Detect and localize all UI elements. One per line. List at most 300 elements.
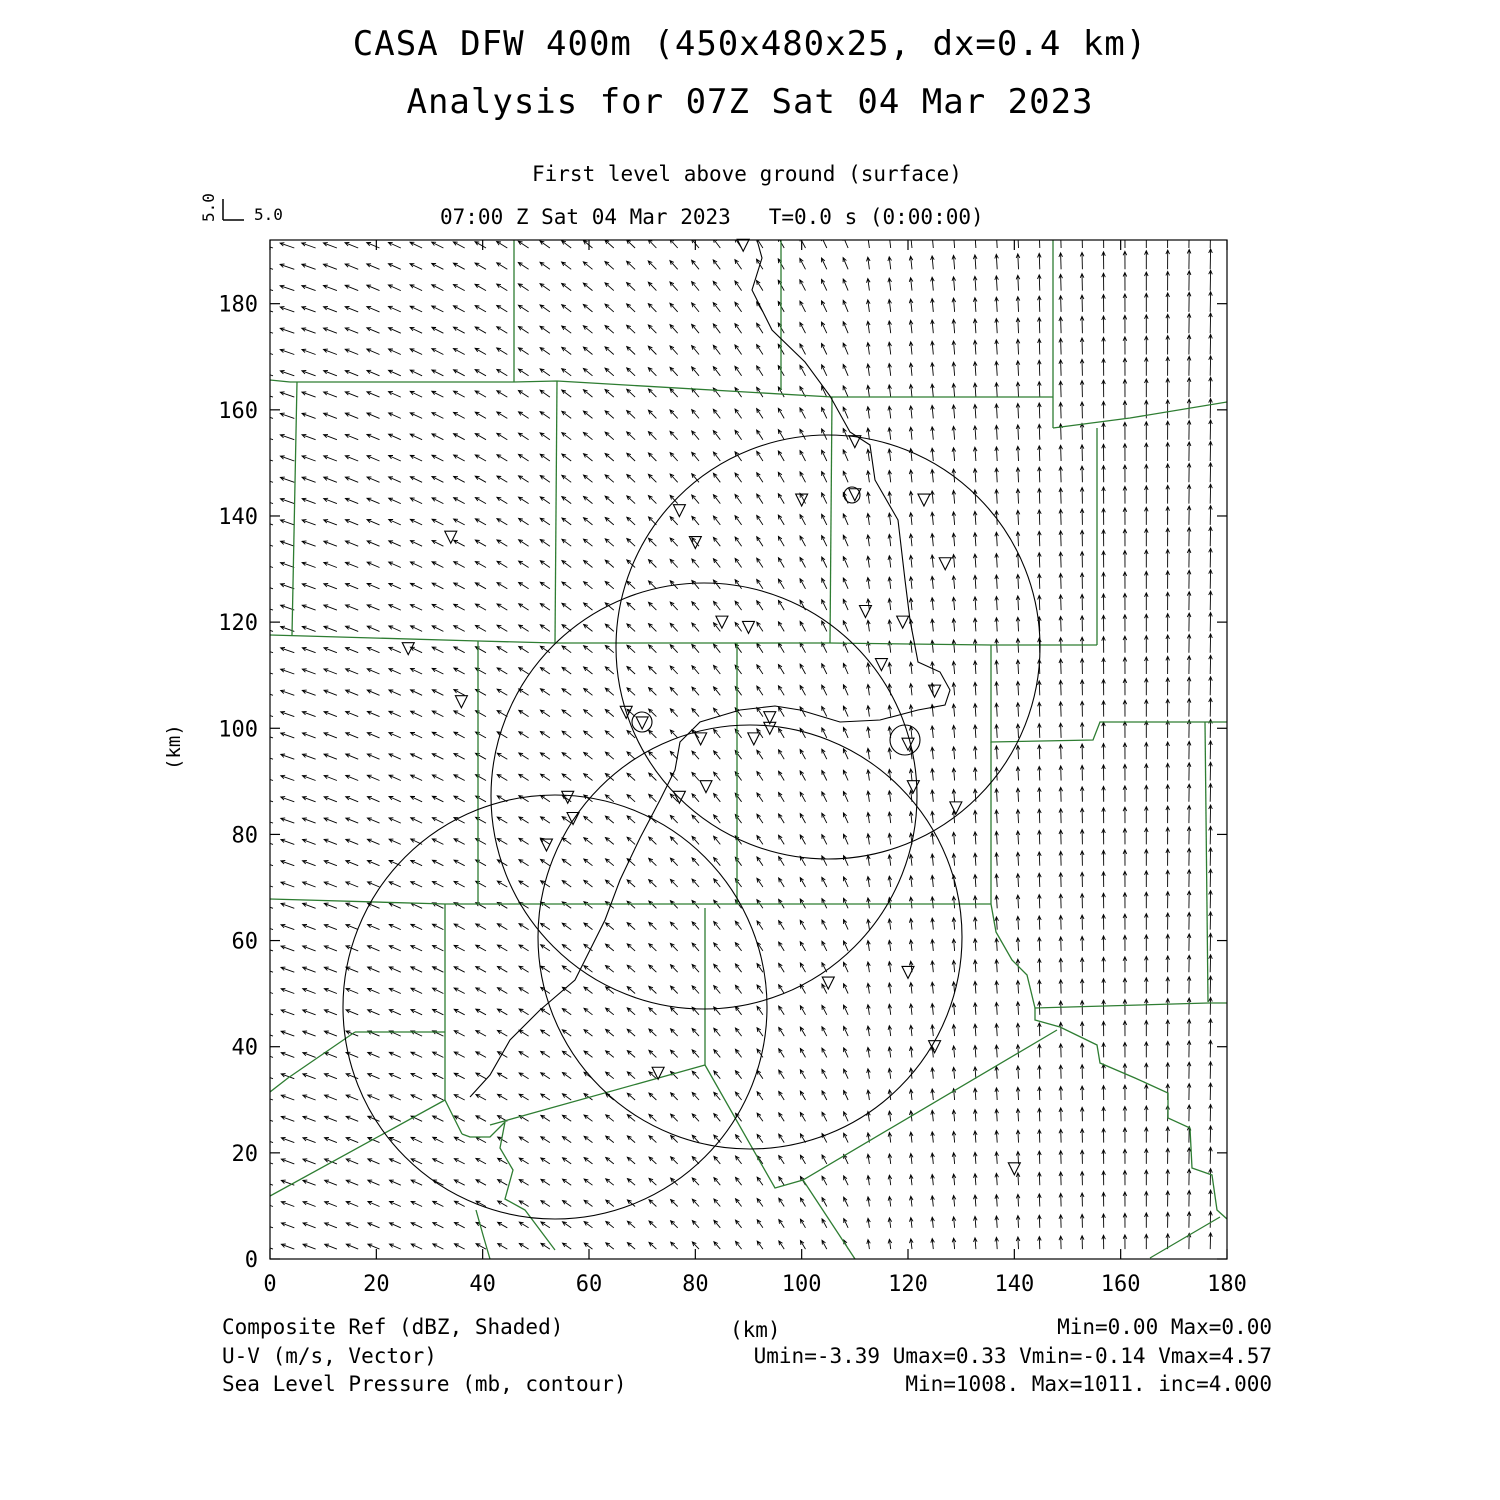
wind-vector-arrow <box>822 1176 827 1185</box>
wind-vector-arrow <box>1016 895 1020 908</box>
wind-vector-arrow <box>952 961 956 973</box>
wind-vector-arrow <box>281 775 295 780</box>
wind-vector-arrow <box>519 433 529 440</box>
wind-vector-arrow <box>1080 594 1084 610</box>
wind-vector-arrow <box>367 775 379 780</box>
wind-vector-arrow <box>519 540 529 547</box>
wind-vector-arrow <box>1123 572 1127 589</box>
wind-vector-arrow <box>627 581 635 589</box>
wind-vector-arrow <box>995 874 999 887</box>
wind-vector-arrow <box>931 897 935 909</box>
wind-vector-arrow <box>1080 1001 1084 1015</box>
wind-vector-arrow <box>605 731 614 738</box>
wind-vector-arrow <box>714 1028 721 1036</box>
wind-vector-arrow <box>735 1092 741 1100</box>
wind-vector-arrow <box>562 881 571 888</box>
wind-vector-arrow <box>605 560 614 567</box>
wind-vector-arrow <box>389 669 401 674</box>
wind-vector-arrow <box>627 624 635 632</box>
wind-vector-arrow <box>583 390 592 397</box>
wind-vector-arrow <box>497 945 507 951</box>
wind-vector-arrow <box>454 1201 464 1206</box>
wind-vector-arrow <box>843 685 848 696</box>
wind-vector-arrow <box>454 498 465 504</box>
wind-vector-arrow <box>1123 786 1127 802</box>
wind-vector-arrow <box>1038 745 1042 759</box>
wind-vector-arrow <box>1080 252 1084 269</box>
wind-vector-arrow <box>519 1180 528 1186</box>
wind-vector-arrow <box>1038 766 1042 780</box>
wind-vector-arrow <box>1102 808 1106 823</box>
wind-vector-arrow <box>995 661 999 675</box>
wind-vector-arrow <box>1016 767 1020 781</box>
wind-vector-arrow <box>844 1176 849 1185</box>
wind-vector-arrow <box>627 283 636 291</box>
wind-vector-arrow <box>995 447 999 461</box>
wind-vector-arrow <box>541 923 550 929</box>
wind-vector-arrow <box>541 859 550 865</box>
wind-vector-arrow <box>389 562 401 567</box>
wind-vector-arrow <box>368 882 380 887</box>
wind-vector-arrow <box>867 279 871 291</box>
wind-vector-arrow <box>692 1093 699 1101</box>
wind-vector-arrow <box>540 689 550 696</box>
wind-vector-arrow <box>497 1009 507 1015</box>
wind-vector-arrow <box>648 432 656 440</box>
wind-vector-arrow <box>1038 531 1042 546</box>
wind-vector-arrow <box>367 605 379 610</box>
wind-vector-arrow <box>562 1137 571 1143</box>
wind-vector-arrow <box>1059 830 1063 844</box>
wind-vector-arrow <box>648 496 656 504</box>
wind-vector-arrow <box>605 390 614 398</box>
station-markers <box>402 239 1020 1174</box>
wind-vector-arrow <box>1187 784 1191 802</box>
wind-vector-arrow <box>778 430 784 440</box>
wind-vector-arrow <box>995 639 999 653</box>
wind-vector-arrow <box>779 1134 785 1143</box>
wind-vector-arrow <box>259 882 273 887</box>
wind-vector-arrow <box>1166 571 1170 589</box>
wind-vector-arrow <box>584 1030 593 1036</box>
wind-vector-arrow <box>475 370 486 376</box>
wind-vector-arrow <box>453 327 464 333</box>
wind-vector-arrow <box>843 792 848 802</box>
wind-vector-arrow <box>1080 1129 1084 1143</box>
wind-vector-arrow <box>800 1241 805 1250</box>
wind-vector-arrow <box>1123 700 1127 716</box>
wind-vector-arrow <box>454 881 465 887</box>
wind-vector-arrow <box>1059 509 1063 525</box>
wind-vector-arrow <box>324 328 337 333</box>
wind-vector-arrow <box>1123 978 1127 993</box>
wind-vector-arrow <box>1166 1212 1170 1227</box>
y-tick-label: 100 <box>218 717 258 743</box>
wind-vector-arrow <box>1187 485 1191 504</box>
wind-vector-arrow <box>995 425 999 439</box>
wind-vector-arrow <box>540 241 550 248</box>
wind-vector-arrow <box>735 473 742 482</box>
station-marker-icon <box>950 802 962 814</box>
wind-vector-arrow <box>345 413 358 418</box>
wind-vector-arrow <box>346 839 358 844</box>
wind-vector-arrow <box>1038 360 1042 376</box>
wind-vector-arrow <box>822 557 827 568</box>
wind-vector-arrow <box>995 468 999 482</box>
wind-vector-arrow <box>692 303 699 312</box>
wind-vector-arrow <box>888 705 892 716</box>
range-ring-1 <box>616 435 1040 859</box>
wind-vector-arrow <box>670 815 677 823</box>
wind-vector-arrow <box>757 323 763 333</box>
wind-vector-arrow <box>844 877 849 887</box>
wind-vector-arrow <box>1080 338 1084 355</box>
wind-vector-arrow <box>1102 337 1106 354</box>
wind-vector-arrow <box>453 242 464 248</box>
wind-vector-arrow <box>475 306 486 312</box>
wind-vector-arrow <box>931 1110 935 1121</box>
wind-vector-arrow <box>367 562 379 567</box>
wind-vector-arrow <box>368 1074 380 1079</box>
wind-vector-arrow <box>844 962 849 972</box>
wind-vector-arrow <box>648 325 656 333</box>
wind-vector-arrow <box>389 690 401 695</box>
wind-vector-arrow <box>345 328 358 333</box>
wind-vector-arrow <box>909 235 913 248</box>
wind-vector-arrow <box>800 1113 805 1122</box>
wind-vector-arrow <box>822 301 827 312</box>
wind-vector-arrow <box>1059 851 1063 865</box>
wind-vector-arrow <box>867 1005 871 1015</box>
wind-vector-arrow <box>1166 1063 1170 1079</box>
wind-vector-arrow <box>757 1092 763 1100</box>
wind-vector-arrow <box>1166 378 1170 397</box>
wind-vector-arrow <box>1016 660 1020 674</box>
wind-vector-arrow <box>475 434 486 440</box>
wind-vector-arrow <box>1187 250 1191 270</box>
wind-vector-arrow <box>974 832 978 845</box>
wind-vector-arrow <box>605 262 614 270</box>
wind-vector-arrow <box>389 626 401 631</box>
wind-vector-arrow <box>302 520 316 525</box>
wind-vector-arrow <box>1016 1066 1020 1079</box>
wind-vector-arrow <box>433 1095 444 1100</box>
wind-vector-arrow <box>1123 337 1127 355</box>
wind-vector-arrow <box>974 1195 978 1206</box>
wind-vector-arrow <box>280 413 294 418</box>
wind-vector-arrow <box>995 1109 999 1121</box>
x-tick-label: 120 <box>888 1272 928 1297</box>
wind-vector-arrow <box>1166 250 1170 269</box>
wind-vector-arrow <box>411 754 423 759</box>
wind-vector-arrow <box>1038 467 1042 482</box>
wind-vector-arrow <box>584 624 593 631</box>
wind-vector-arrow <box>476 1116 486 1122</box>
wind-vector-arrow <box>995 490 999 504</box>
wind-vector-arrow <box>1102 1128 1106 1142</box>
wind-vector-arrow <box>1145 700 1149 717</box>
wind-vector-arrow <box>281 754 295 759</box>
wind-vector-arrow <box>888 1026 892 1036</box>
wind-vector-arrow <box>411 1201 422 1206</box>
wind-vector-arrow <box>800 1091 805 1100</box>
wind-vector-arrow <box>692 922 699 930</box>
wind-vector-arrow <box>1166 443 1170 461</box>
wind-vector-arrow <box>952 704 956 717</box>
wind-vector-arrow <box>260 1074 274 1079</box>
wind-vector-arrow <box>1059 552 1063 567</box>
wind-vector-arrow <box>931 640 935 652</box>
wind-vector-arrow <box>1166 785 1170 802</box>
wind-vector-arrow <box>649 1157 656 1164</box>
wind-vector-arrow <box>974 1152 978 1164</box>
wind-vector-arrow <box>952 1025 956 1037</box>
wind-vector-arrow <box>324 434 337 439</box>
wind-vector-arrow <box>584 710 593 717</box>
y-axis-label: (km) <box>163 724 185 770</box>
wind-vector-arrow <box>627 773 635 780</box>
wind-vector-arrow <box>259 626 273 631</box>
wind-vector-arrow <box>540 646 550 653</box>
wind-vector-arrow <box>1038 489 1042 504</box>
wind-vector-arrow <box>757 558 763 567</box>
wind-vector-arrow <box>973 597 977 610</box>
wind-vector-arrow <box>1187 528 1191 547</box>
wind-vector-arrow <box>540 284 550 291</box>
wind-vector-arrow <box>432 455 444 461</box>
wind-vector-arrow <box>974 811 978 824</box>
wind-vector-arrow <box>540 732 550 738</box>
wind-vector-arrow <box>1145 871 1149 887</box>
wind-vector-arrow <box>259 733 273 738</box>
wind-vector-arrow <box>1187 335 1191 355</box>
wind-vector-arrow <box>324 1074 337 1079</box>
wind-vector-arrow <box>1145 443 1149 461</box>
wind-vector-arrow <box>476 711 487 717</box>
wind-vector-arrow <box>1187 228 1191 248</box>
wind-vector-arrow <box>259 456 273 461</box>
wind-vector-arrow <box>1209 1105 1213 1122</box>
wind-vector-arrow <box>1166 699 1170 716</box>
time-label: 07:00 Z Sat 04 Mar 2023 T=0.0 s (0:00:00) <box>440 205 984 229</box>
wind-vector-arrow <box>995 319 999 334</box>
wind-vector-arrow <box>432 306 444 312</box>
wind-vector-arrow <box>259 669 273 674</box>
wind-vector-arrow <box>497 327 508 334</box>
wind-vector-arrow <box>324 349 337 354</box>
wind-vector-arrow <box>281 562 295 567</box>
wind-vector-arrow <box>1059 317 1063 333</box>
wind-vector-arrow <box>389 946 401 951</box>
wind-vector-arrow <box>1166 742 1170 759</box>
wind-vector-arrow <box>714 964 721 972</box>
wind-vector-arrow <box>649 1093 657 1100</box>
wind-vector-arrow <box>1166 1170 1170 1186</box>
wind-vector-arrow <box>931 940 935 951</box>
wind-vector-arrow <box>627 411 635 419</box>
wind-vector-arrow <box>1145 978 1149 994</box>
wind-vector-arrow <box>280 392 294 397</box>
wind-vector-arrow <box>843 279 848 291</box>
wind-vector-arrow <box>1145 1234 1149 1249</box>
wind-vector-arrow <box>952 597 956 610</box>
wind-vector-arrow <box>1038 937 1042 951</box>
wind-vector-arrow <box>454 1031 465 1037</box>
wind-vector-arrow <box>735 622 742 631</box>
wind-vector-arrow <box>562 859 571 866</box>
wind-vector-arrow <box>931 1175 935 1186</box>
wind-vector-arrow <box>584 646 593 653</box>
wind-vector-arrow <box>1016 596 1020 610</box>
wind-vector-arrow <box>1038 702 1042 716</box>
wind-vector-arrow <box>910 1218 914 1228</box>
wind-vector-arrow <box>454 1052 465 1057</box>
wind-vector-arrow <box>281 733 295 738</box>
wind-vector-arrow <box>540 433 550 440</box>
wind-vector-arrow <box>843 364 848 375</box>
wind-vector-arrow <box>1080 402 1084 418</box>
wind-vector-arrow <box>411 690 423 696</box>
wind-vector-arrow <box>259 946 273 951</box>
wind-vector-arrow <box>909 1025 913 1036</box>
wind-vector-arrow <box>627 1136 635 1143</box>
wind-vector-arrow <box>757 451 763 461</box>
wind-vector-arrow <box>562 305 572 312</box>
wind-vector-arrow <box>1166 272 1170 291</box>
wind-vector-arrow <box>476 1031 486 1037</box>
wind-vector-arrow <box>1016 446 1020 461</box>
wind-vector-arrow <box>779 985 785 994</box>
wind-vector-arrow <box>736 1156 742 1164</box>
wind-vector-arrow <box>822 877 827 887</box>
wind-vector-arrow <box>1123 380 1127 398</box>
wind-vector-arrow <box>843 621 848 632</box>
wind-vector-arrow <box>303 946 316 951</box>
wind-vector-arrow <box>670 943 677 951</box>
wind-vector-arrow <box>541 1179 550 1185</box>
wind-vector-arrow <box>627 475 635 483</box>
wind-vector-arrow <box>345 392 358 397</box>
wind-vector-arrow <box>1145 1127 1149 1142</box>
wind-vector-arrow <box>367 690 379 695</box>
wind-vector-arrow <box>432 263 444 269</box>
wind-vector-arrow <box>389 541 401 546</box>
wind-vector-arrow <box>605 432 614 440</box>
wind-vector-arrow <box>540 326 550 333</box>
wind-vector-arrow <box>1102 402 1106 419</box>
wind-vector-arrow <box>973 575 977 588</box>
wind-vector-arrow <box>1080 1172 1084 1186</box>
wind-vector-arrow <box>389 392 401 398</box>
wind-vector-arrow <box>302 371 316 376</box>
wind-vector-arrow <box>259 711 273 716</box>
wind-vector-arrow <box>1123 1149 1127 1164</box>
wind-vector-arrow <box>822 322 827 333</box>
wind-vector-arrow <box>584 1222 592 1228</box>
wind-vector-arrow <box>692 965 699 973</box>
wind-vector-arrow <box>1080 723 1084 738</box>
wind-vector-arrow <box>541 945 550 951</box>
wind-vector-arrow <box>1123 508 1127 525</box>
wind-vector-arrow <box>324 669 337 674</box>
wind-vector-arrow <box>453 349 464 355</box>
wind-vector-arrow <box>411 988 422 993</box>
wind-vector-arrow <box>476 775 487 781</box>
wind-vector-arrow <box>497 839 507 845</box>
wind-vector-arrow <box>432 391 444 397</box>
wind-vector-arrow <box>1187 1212 1191 1228</box>
wind-vector-arrow <box>259 264 274 269</box>
wind-vector-arrow <box>692 1071 699 1079</box>
wind-vector-arrow <box>735 943 741 951</box>
wind-vector-arrow <box>497 1030 507 1036</box>
wind-vector-arrow <box>367 349 380 355</box>
wind-vector-arrow <box>910 1196 914 1206</box>
wind-vector-arrow <box>454 647 465 653</box>
wind-vector-arrow <box>389 1010 401 1015</box>
wind-vector-arrow <box>649 1050 657 1057</box>
wind-vector-arrow <box>800 515 806 525</box>
wind-vector-arrow <box>931 299 935 312</box>
wind-vector-arrow <box>1038 788 1042 802</box>
wind-vector-arrow <box>1209 441 1213 461</box>
wind-vector-arrow <box>713 452 720 461</box>
wind-vector-arrow <box>605 304 614 312</box>
footer-field1-name: Composite Ref (dBZ, Shaded) <box>222 1315 564 1339</box>
wind-vector-arrow <box>909 769 913 781</box>
wind-vector-arrow <box>605 283 614 291</box>
wind-vector-arrow <box>843 343 848 354</box>
wind-vector-arrow <box>757 537 763 547</box>
wind-vector-arrow <box>410 285 422 291</box>
wind-vector-arrow <box>562 689 571 696</box>
wind-vector-arrow <box>867 300 871 312</box>
wind-vector-arrow <box>995 1045 999 1057</box>
wind-vector-arrow <box>867 492 871 504</box>
wind-vector-arrow <box>627 688 635 695</box>
wind-vector-arrow <box>1038 1215 1042 1228</box>
wind-vector-arrow <box>454 1095 465 1100</box>
wind-vector-arrow <box>346 584 359 589</box>
wind-vector-arrow <box>281 839 294 844</box>
wind-vector-arrow <box>888 962 892 973</box>
wind-vector-arrow <box>888 513 892 525</box>
wind-vector-arrow <box>411 733 423 738</box>
wind-vector-arrow <box>1059 488 1063 504</box>
wind-vector-arrow <box>670 261 678 270</box>
wind-vector-arrow <box>367 243 380 249</box>
wind-vector-arrow <box>778 643 784 653</box>
wind-vector-arrow <box>649 1008 657 1015</box>
wind-vector-arrow <box>1209 399 1213 419</box>
wind-vector-arrow <box>410 264 422 270</box>
wind-vector-arrow <box>475 242 486 248</box>
wind-vector-arrow <box>995 1195 999 1207</box>
station-marker-icon <box>737 239 749 251</box>
wind-vector-arrow <box>888 449 892 461</box>
wind-vector-arrow <box>1209 1019 1213 1036</box>
wind-vector-arrow <box>1123 1107 1127 1122</box>
wind-vector-arrow <box>1187 506 1191 525</box>
wind-vector-arrow <box>281 1244 294 1249</box>
wind-vector-arrow <box>453 285 464 291</box>
wind-vector-arrow <box>1123 401 1127 419</box>
wind-vector-arrow <box>909 534 913 546</box>
wind-vector-arrow <box>952 426 956 439</box>
wind-vector-arrow <box>1102 1022 1106 1037</box>
wind-vector-arrow <box>303 988 316 993</box>
wind-vector-arrow <box>345 477 358 482</box>
